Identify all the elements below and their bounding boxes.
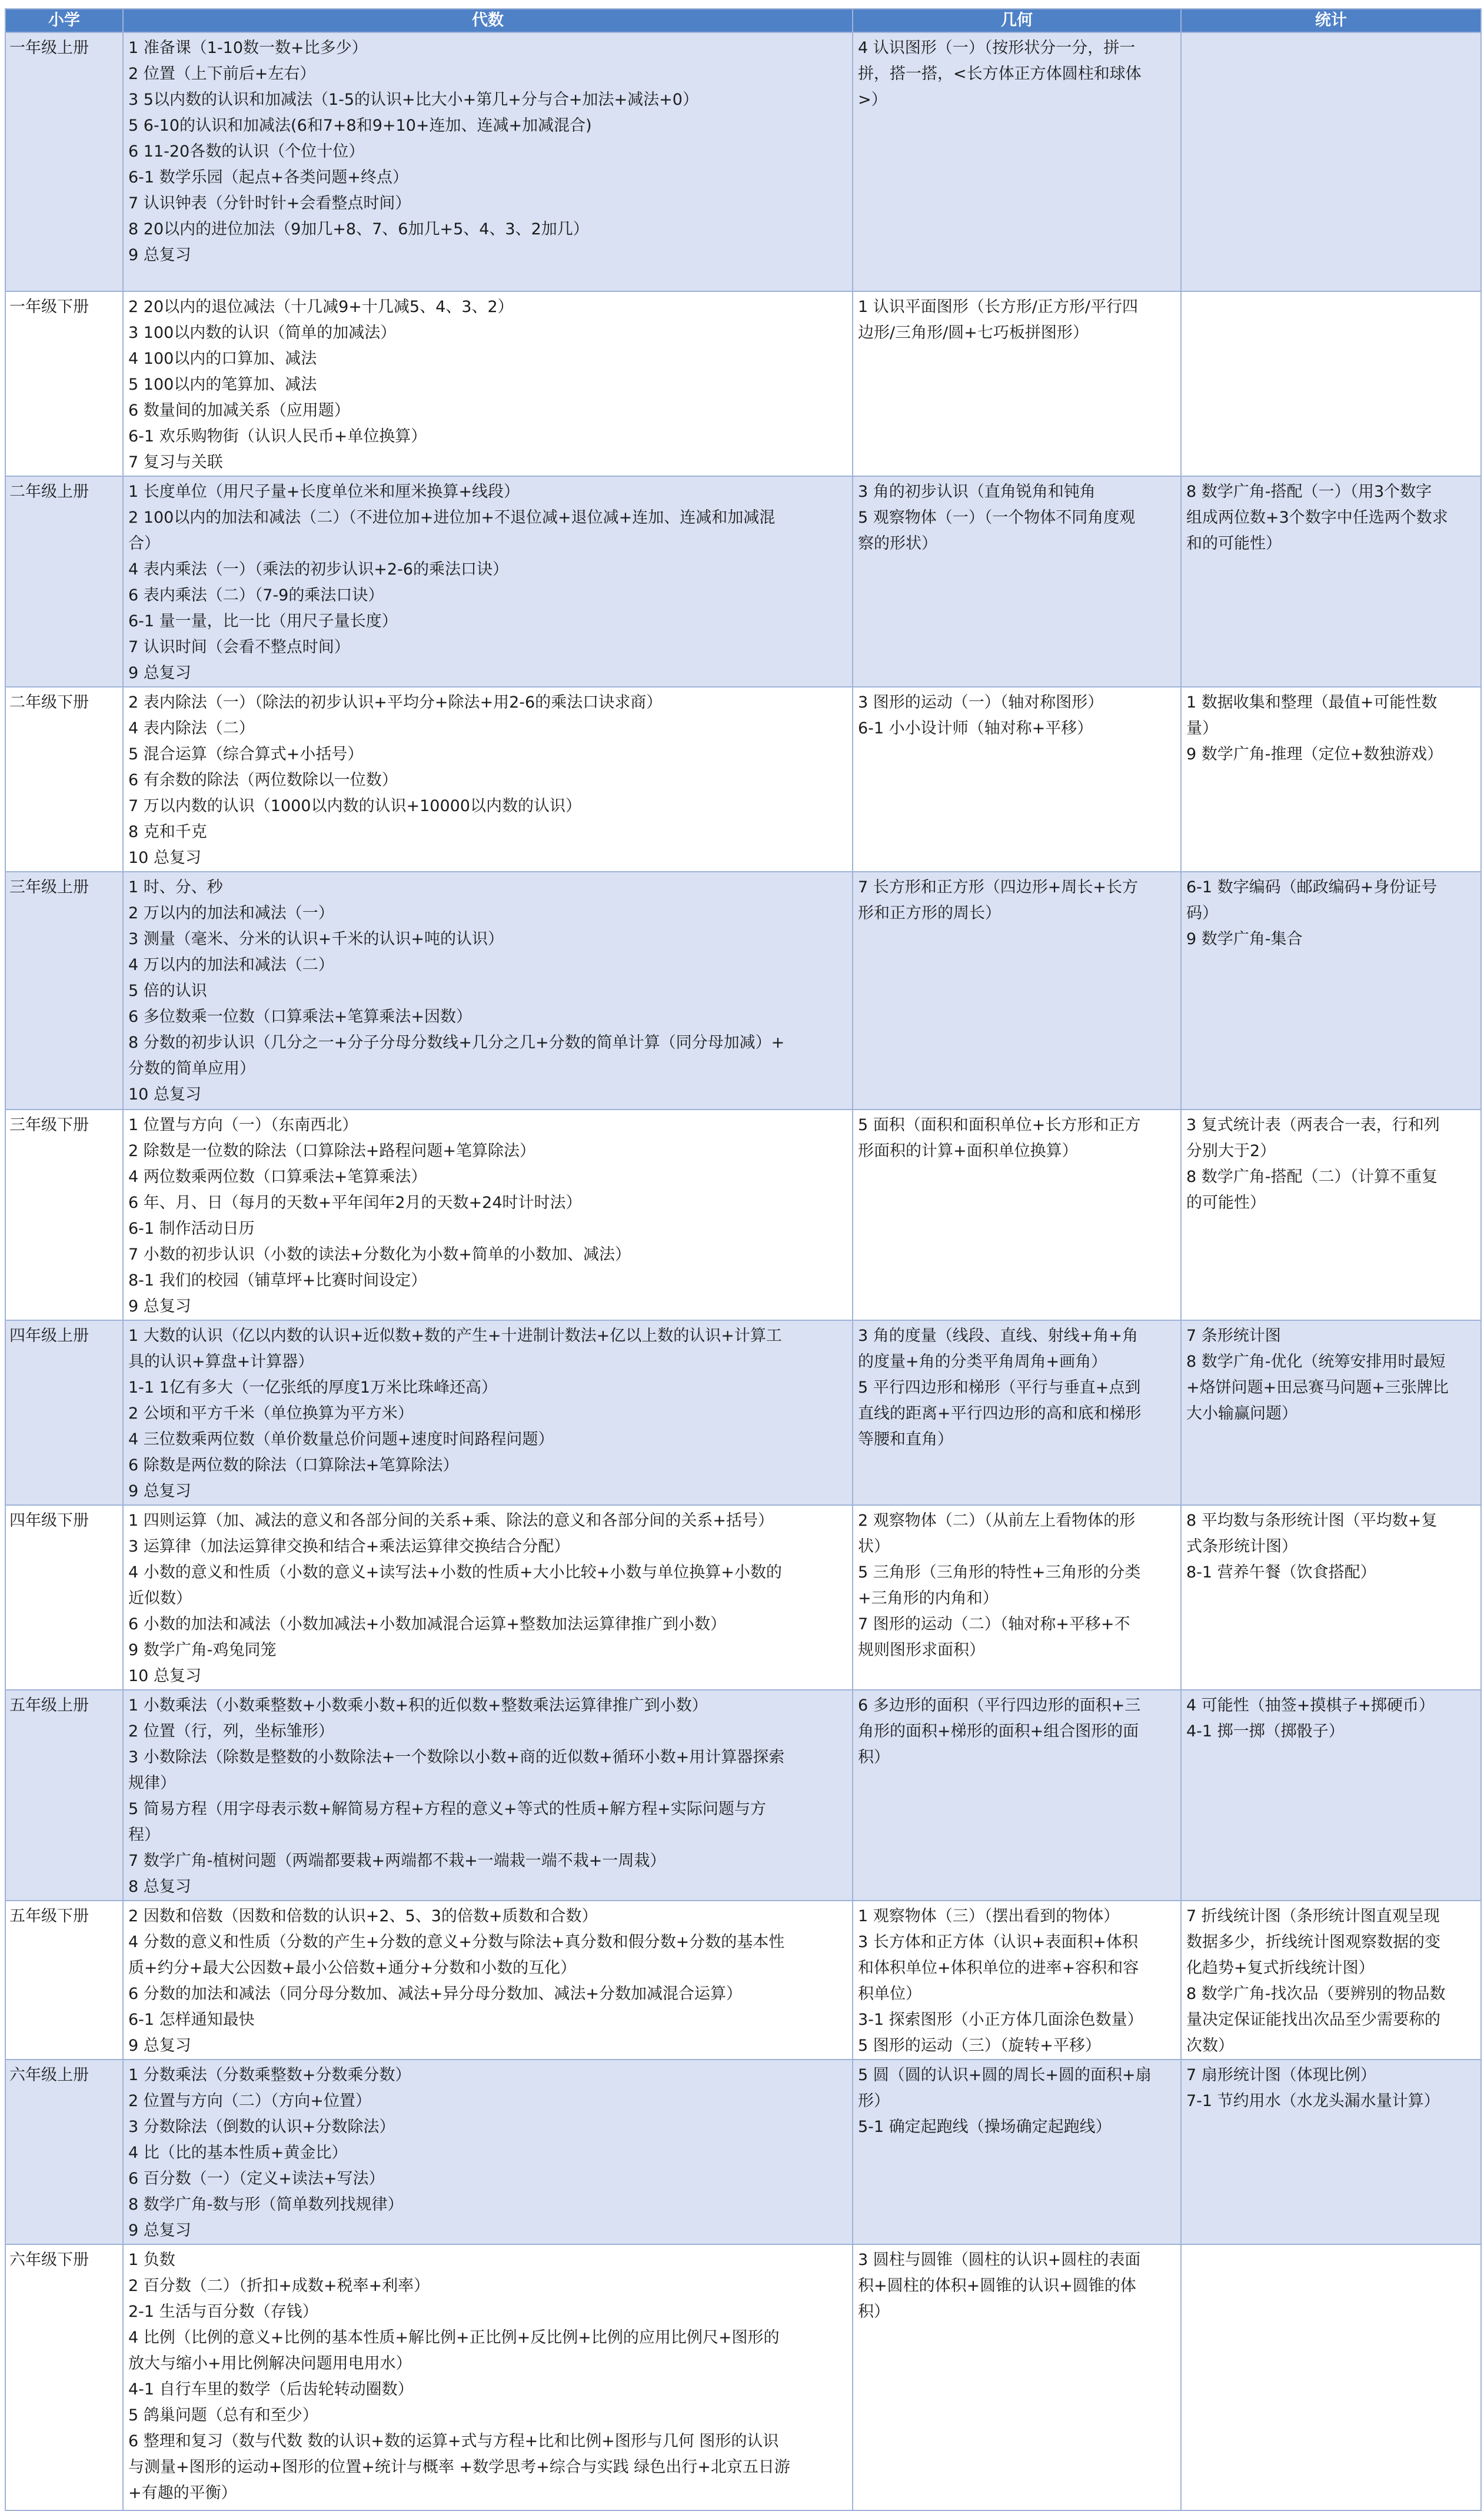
geometry-line: 和体积单位+体积单位的进率+容积和容 — [858, 1959, 1139, 1977]
algebra-line: 放大与缩小+用比例解决问题用电用水） — [128, 2354, 412, 2373]
stats-cell — [1181, 2244, 1481, 2510]
algebra-line: 4 两位数乘两位数（口算乘法+笔算乘法） — [128, 1168, 427, 1186]
algebra-line: 6-1 量一量，比一比（用尺子量长度） — [128, 612, 398, 630]
algebra-line: 2 表内除法（一）（除法的初步认识+平均分+除法+用2-6的乘法口诀求商） — [128, 693, 663, 712]
algebra-line: 7 认识时间（会看不整点时间） — [128, 638, 350, 656]
stats-line: 式条形统计图） — [1186, 1537, 1297, 1556]
algebra-line: 8 数学广角-数与形（简单数列找规律） — [128, 2196, 404, 2214]
algebra-cell — [123, 1320, 853, 1505]
algebra-line: 4 三位数乘两位数（单价数量总价问题+速度时间路程问题） — [128, 1430, 554, 1449]
algebra-line: 2 因数和倍数（因数和倍数的认识+2、5、3的倍数+质数和合数） — [128, 1907, 598, 1925]
geometry-line: 3 角的度量（线段、直线、射线+角+角 — [858, 1327, 1139, 1345]
geometry-line: 直线的距离+平行四边形的高和底和梯形 — [858, 1404, 1142, 1423]
algebra-line: 程） — [128, 1826, 160, 1844]
stats-line: 和的可能性） — [1186, 534, 1282, 553]
stats-line: 7 折线统计图（条形统计图直观呈现 — [1186, 1907, 1440, 1925]
geometry-line: 等腰和直角） — [858, 1430, 953, 1449]
geometry-line: 形和正方形的周长） — [858, 904, 1001, 922]
geometry-line: 4 认识图形（一）（按形状分一分，拼一 — [858, 39, 1136, 57]
grade-cell: 三年级下册 — [5, 1110, 123, 1320]
grade-cell: 四年级上册 — [5, 1320, 123, 1505]
header-algebra: 代数 — [123, 9, 853, 32]
algebra-line: 2 万以内的加法和减法（一） — [128, 904, 334, 922]
algebra-line: 分数的简单应用） — [128, 1059, 255, 1078]
stats-line: +烙饼问题+田忌赛马问题+三张牌比 — [1186, 1379, 1449, 1397]
algebra-line: 1 位置与方向（一）（东南西北） — [128, 1116, 358, 1134]
geometry-line: 5 面积（面积和面积单位+长方形和正方 — [858, 1116, 1141, 1134]
algebra-line: 2 100以内的加法和减法（二）（不进位加+进位加+不退位减+退位减+连加、连减和加减混 — [128, 509, 776, 527]
algebra-cell — [123, 872, 853, 1110]
table-row — [5, 2244, 1481, 2510]
algebra-line: 3 小数除法（除数是整数的小数除法+一个数除以小数+商的近似数+循环小数+用计算器探索 — [128, 1748, 785, 1766]
algebra-cell — [123, 32, 853, 291]
algebra-line: 9 总复习 — [128, 2037, 191, 2055]
geometry-line: 积+圆柱的体积+圆锥的认识+圆锥的体 — [858, 2277, 1136, 2295]
algebra-line: 6 表内乘法（二）（7-9的乘法口诀） — [128, 586, 384, 604]
stats-line: 3 复式统计表（两表合一表，行和列 — [1186, 1116, 1440, 1134]
algebra-line: 6-1 欢乐购物街（认识人民币+单位换算） — [128, 427, 427, 446]
algebra-line: 7 万以内数的认识（1000以内数的认识+10000以内数的认识） — [128, 797, 581, 815]
grade-cell: 三年级上册 — [5, 872, 123, 1110]
algebra-line: 6 有余数的除法（两位数除以一位数） — [128, 771, 398, 789]
algebra-line: 10 总复习 — [128, 1085, 201, 1104]
stats-cell — [1181, 291, 1481, 476]
geometry-cell — [853, 687, 1181, 872]
stats-line: 8 数学广角-搭配（一）（用3个数字 — [1186, 483, 1432, 501]
algebra-line: 2-1 生活与百分数（存钱） — [128, 2303, 318, 2321]
algebra-line: 4 表内乘法（一）（乘法的初步认识+2-6的乘法口诀） — [128, 560, 508, 579]
geometry-cell — [853, 1505, 1181, 1690]
algebra-line: 3 分数除法（倒数的认识+分数除法） — [128, 2118, 395, 2136]
algebra-line: 2 公顷和平方千米（单位换算为平方米） — [128, 1404, 414, 1423]
geometry-line: 6-1 小小设计师（轴对称+平移） — [858, 719, 1093, 738]
algebra-line: 7 复习与关联 — [128, 453, 223, 471]
geometry-line: 1 认识平面图形（长方形/正方形/平行四 — [858, 298, 1138, 316]
table-row — [5, 1505, 1481, 1690]
algebra-cell — [123, 2244, 853, 2510]
algebra-line: 4 比（比的基本性质+黄金比） — [128, 2144, 348, 2162]
algebra-line: 5 6-10的认识和加减法(6和7+8和9+10+连加、连减+加减混合) — [128, 117, 592, 135]
stats-line: 量） — [1186, 719, 1218, 738]
geometry-line: 3 长方体和正方体（认识+表面积+体积 — [858, 1933, 1139, 1951]
grade-cell: 四年级下册 — [5, 1505, 123, 1690]
stats-cell — [1181, 32, 1481, 291]
grade-cell: 五年级上册 — [5, 1690, 123, 1901]
algebra-line: 4 万以内的加法和减法（二） — [128, 956, 334, 974]
algebra-line: 1 四则运算（加、减法的意义和各部分间的关系+乘、除法的意义和各部分间的关系+括号） — [128, 1512, 774, 1530]
algebra-line: 5 鸽巢问题（总有和至少） — [128, 2406, 318, 2424]
stats-cell — [1181, 1320, 1481, 1505]
grade-cell: 六年级下册 — [5, 2244, 123, 2510]
stats-cell — [1181, 1505, 1481, 1690]
stats-line: 码） — [1186, 904, 1218, 922]
algebra-line: 3 100以内数的认识（简单的加减法） — [128, 324, 397, 342]
curriculum-table — [5, 8, 1482, 2511]
geometry-line: 5 圆（圆的认识+圆的周长+圆的面积+扇 — [858, 2066, 1152, 2084]
algebra-cell — [123, 1110, 853, 1320]
stats-line: 组成两位数+3个数字中任选两个数求 — [1186, 509, 1448, 527]
algebra-line: 4 比例（比例的意义+比例的基本性质+解比例+正比例+反比例+比例的应用比例尺+图形的 — [128, 2329, 780, 2347]
geometry-line: 形） — [858, 2092, 890, 2110]
algebra-cell — [123, 1690, 853, 1901]
algebra-line: 2 百分数（二）（折扣+成数+税率+利率） — [128, 2277, 430, 2295]
algebra-line: 9 总复习 — [128, 2221, 191, 2240]
algebra-line: 5 混合运算（综合算式+小括号） — [128, 745, 364, 763]
geometry-cell — [853, 872, 1181, 1110]
algebra-line: 1-1 1亿有多大（一亿张纸的厚度1万米比珠峰还高） — [128, 1379, 498, 1397]
algebra-line: 近似数） — [128, 1589, 192, 1607]
algebra-line: 3 测量（毫米、分米的认识+千米的认识+吨的认识） — [128, 930, 504, 948]
header-grade: 小学 — [5, 9, 123, 32]
algebra-line: 4-1 自行车里的数学（后齿轮转动圈数） — [128, 2380, 414, 2399]
algebra-line: 6 小数的加法和减法（小数加减法+小数加减混合运算+整数加法运算律推广到小数） — [128, 1615, 727, 1633]
grade-cell: 五年级下册 — [5, 1901, 123, 2060]
algebra-line: 8-1 我们的校园（铺草坪+比赛时间设定） — [128, 1271, 427, 1290]
algebra-line: 10 总复习 — [128, 849, 201, 867]
stats-line: 8 数学广角-搭配（二）（计算不重复 — [1186, 1168, 1438, 1186]
algebra-line: 4 分数的意义和性质（分数的产生+分数的意义+分数与除法+真分数和假分数+分数的基本性 — [128, 1933, 785, 1951]
algebra-line: 4 表内除法（二） — [128, 719, 255, 738]
table-row — [5, 1110, 1481, 1320]
geometry-line: 积） — [858, 1748, 890, 1766]
algebra-cell — [123, 291, 853, 476]
grade-cell: 六年级上册 — [5, 2060, 123, 2244]
stats-line: 8 数学广角-优化（统筹安排用时最短 — [1186, 1353, 1446, 1371]
algebra-line: +有趣的平衡） — [128, 2484, 237, 2502]
algebra-line: 6 年、月、日（每月的天数+平年闰年2月的天数+24时计时法） — [128, 1194, 582, 1212]
geometry-line: 7 长方形和正方形（四边形+周长+长方 — [858, 878, 1139, 896]
geometry-cell — [853, 291, 1181, 476]
table-row — [5, 476, 1481, 687]
geometry-line: 5-1 确定起跑线（操场确定起跑线） — [858, 2118, 1112, 2136]
algebra-line: 9 总复习 — [128, 1482, 191, 1500]
geometry-cell — [853, 476, 1181, 687]
geometry-line: 7 图形的运动（二）（轴对称+平移+不 — [858, 1615, 1130, 1633]
stats-line: 7-1 节约用水（水龙头漏水量计算） — [1186, 2092, 1440, 2110]
stats-line: 7 条形统计图 — [1186, 1327, 1281, 1345]
table-row — [5, 1320, 1481, 1505]
algebra-line: 3 5以内数的认识和加减法（1-5的认识+比大小+第几+分与合+加法+减法+0） — [128, 91, 698, 109]
table-row — [5, 1901, 1481, 2060]
algebra-line: 8 克和千克 — [128, 823, 207, 841]
header-geometry: 几何 — [853, 9, 1181, 32]
geometry-cell — [853, 1690, 1181, 1901]
geometry-line: +三角形的内角和） — [858, 1589, 999, 1607]
grade-cell: 一年级上册 — [5, 32, 123, 291]
algebra-line: 6 数量间的加减关系（应用题） — [128, 401, 350, 420]
stats-line: 4 可能性（抽签+摸棋子+掷硬币） — [1186, 1696, 1435, 1715]
stats-line: 1 数据收集和整理（最值+可能性数 — [1186, 693, 1438, 712]
geometry-line: 角形的面积+梯形的面积+组合图形的面 — [858, 1722, 1139, 1741]
stats-line: 数据多少，折线统计图观察数据的变 — [1186, 1933, 1440, 1951]
table-row — [5, 2060, 1481, 2244]
algebra-cell — [123, 1505, 853, 1690]
algebra-line: 8 20以内的进位加法（9加几+8、7、6加几+5、4、3、2加几） — [128, 220, 589, 238]
stats-cell — [1181, 476, 1481, 687]
geometry-line: 3 角的初步认识（直角锐角和钝角 — [858, 483, 1096, 501]
algebra-line: 10 总复习 — [128, 1667, 201, 1685]
grade-cell: 二年级下册 — [5, 687, 123, 872]
geometry-line: 6 多边形的面积（平行四边形的面积+三 — [858, 1696, 1141, 1715]
geometry-cell — [853, 1110, 1181, 1320]
table-row — [5, 872, 1481, 1110]
algebra-line: 8 分数的初步认识（几分之一+分子分母分数线+几分之几+分数的简单计算（同分母加减）+ — [128, 1034, 785, 1052]
stats-line: 大小输赢问题） — [1186, 1404, 1297, 1423]
geometry-line: 1 观察物体（三）（摆出看到的物体） — [858, 1907, 1120, 1925]
stats-line: 次数） — [1186, 2037, 1234, 2055]
stats-line: 4-1 掷一掷（掷骰子） — [1186, 1722, 1345, 1741]
stats-cell — [1181, 687, 1481, 872]
algebra-line: 1 准备课（1-10数一数+比多少） — [128, 39, 368, 57]
stats-line: 8 数学广角-找次品（要辨别的物品数 — [1186, 1985, 1446, 2003]
geometry-line: 形面积的计算+面积单位换算） — [858, 1142, 1078, 1160]
algebra-line: 6-1 怎样通知最快 — [128, 2011, 255, 2029]
algebra-line: 9 总复习 — [128, 664, 191, 682]
algebra-line: 与测量+图形的运动+图形的位置+统计与概率 +数学思考+综合与实践 绿色出行+北京五日游 — [128, 2458, 790, 2476]
stats-line: 化趋势+复式折线统计图） — [1186, 1959, 1375, 1977]
algebra-line: 1 小数乘法（小数乘整数+小数乘小数+积的近似数+整数乘法运算律推广到小数） — [128, 1696, 708, 1715]
algebra-line: 5 简易方程（用字母表示数+解简易方程+方程的意义+等式的性质+解方程+实际问题与方 — [128, 1800, 766, 1818]
algebra-line: 合） — [128, 534, 160, 553]
algebra-line: 8 总复习 — [128, 1878, 191, 1896]
geometry-line: 积单位） — [858, 1985, 921, 2003]
algebra-line: 4 小数的意义和性质（小数的意义+读写法+小数的性质+大小比较+小数与单位换算+小数的 — [128, 1563, 782, 1582]
grade-cell: 二年级上册 — [5, 476, 123, 687]
geometry-line: 的度量+角的分类平角周角+画角） — [858, 1353, 1107, 1371]
geometry-line: 规则图形求面积） — [858, 1641, 985, 1659]
stats-line: 的可能性） — [1186, 1194, 1266, 1212]
geometry-cell — [853, 1901, 1181, 2060]
geometry-line: 3-1 探索图形（小正方体几面涂色数量） — [858, 2011, 1143, 2029]
algebra-line: 5 100以内的笔算加、减法 — [128, 376, 317, 394]
geometry-cell — [853, 32, 1181, 291]
stats-line: 量决定保证能找出次品至少需要称的 — [1186, 2011, 1440, 2029]
algebra-cell — [123, 687, 853, 872]
geometry-line: 3 圆柱与圆锥（圆柱的认识+圆柱的表面 — [858, 2251, 1141, 2269]
algebra-line: 2 20以内的退位减法（十几减9+十几减5、4、3、2） — [128, 298, 514, 316]
stats-line: 8 平均数与条形统计图（平均数+复 — [1186, 1512, 1438, 1530]
geometry-cell — [853, 2060, 1181, 2244]
algebra-line: 2 位置（上下前后+左右） — [128, 65, 316, 83]
algebra-line: 9 总复习 — [128, 1297, 191, 1316]
algebra-line: 6 分数的加法和减法（同分母分数加、减法+异分母分数加、减法+分数加减混合运算） — [128, 1985, 743, 2003]
algebra-line: 6 多位数乘一位数（口算乘法+笔算乘法+因数） — [128, 1008, 473, 1026]
algebra-line: 7 小数的初步认识（小数的读法+分数化为小数+简单的小数加、减法） — [128, 1245, 631, 1264]
algebra-line: 1 分数乘法（分数乘整数+分数乘分数） — [128, 2066, 411, 2084]
geometry-line: 5 平行四边形和梯形（平行与垂直+点到 — [858, 1379, 1141, 1397]
table-row — [5, 687, 1481, 872]
header-stats: 统计 — [1181, 9, 1481, 32]
stats-line: 9 数学广角-推理（定位+数独游戏） — [1186, 745, 1443, 763]
geometry-line: 察的形状） — [858, 534, 937, 553]
grade-cell: 一年级下册 — [5, 291, 123, 476]
algebra-line: 6-1 数学乐园（起点+各类问题+终点） — [128, 168, 408, 187]
algebra-line: 7 数学广角-植树问题（两端都要栽+两端都不栽+一端栽一端不栽+一周栽） — [128, 1852, 666, 1870]
algebra-line: 4 100以内的口算加、减法 — [128, 350, 317, 368]
geometry-line: 2 观察物体（二）（从前左上看物体的形 — [858, 1512, 1136, 1530]
algebra-line: 2 位置与方向（二）（方向+位置） — [128, 2092, 371, 2110]
geometry-line: 积） — [858, 2303, 890, 2321]
stats-cell — [1181, 2060, 1481, 2244]
geometry-line: 3 图形的运动（一）（轴对称图形） — [858, 693, 1104, 712]
table-row — [5, 291, 1481, 476]
algebra-line: 6 整理和复习（数与代数 数的认识+数的运算+式与方程+比和比例+图形与几何 图形的认识 — [128, 2432, 779, 2450]
geometry-line: 5 三角形（三角形的特性+三角形的分类 — [858, 1563, 1141, 1582]
table-row — [5, 1690, 1481, 1901]
stats-cell — [1181, 1110, 1481, 1320]
algebra-line: 9 总复习 — [128, 246, 191, 264]
algebra-line: 7 认识钟表（分针时针+会看整点时间） — [128, 194, 411, 212]
algebra-line: 1 长度单位（用尺子量+长度单位米和厘米换算+线段） — [128, 483, 520, 501]
algebra-line: 具的认识+算盘+计算器） — [128, 1353, 314, 1371]
geometry-line: 拼，搭一搭，<长方体正方体圆柱和球体 — [858, 65, 1142, 83]
geometry-line: 状） — [858, 1537, 890, 1556]
table-body — [5, 32, 1481, 2510]
algebra-line: 6 百分数（一）（定义+读法+写法） — [128, 2170, 385, 2188]
algebra-line: 6 除数是两位数的除法（口算除法+笔算除法） — [128, 1456, 459, 1474]
algebra-line: 1 负数 — [128, 2251, 175, 2269]
algebra-line: 质+约分+最大公因数+最小公倍数+通分+分数和小数的互化） — [128, 1959, 577, 1977]
algebra-line: 3 运算律（加法运算律交换和结合+乘法运算律交换结合分配） — [128, 1537, 570, 1556]
algebra-line: 1 大数的认识（亿以内数的认识+近似数+数的产生+十进制计数法+亿以上数的认识+计算工 — [128, 1327, 782, 1345]
geometry-line: 边形/三角形/圆+七巧板拼图形） — [858, 324, 1089, 342]
algebra-line: 2 除数是一位数的除法（口算除法+路程问题+笔算除法） — [128, 1142, 536, 1160]
geometry-line: 5 观察物体（一）（一个物体不同角度观 — [858, 509, 1136, 527]
algebra-line: 5 倍的认识 — [128, 982, 207, 1000]
algebra-cell — [123, 2060, 853, 2244]
stats-line: 8-1 营养午餐（饮食搭配） — [1186, 1563, 1376, 1582]
geometry-line: 5 图形的运动（三）（旋转+平移） — [858, 2037, 1101, 2055]
algebra-line: 9 数学广角-鸡兔同笼 — [128, 1641, 277, 1659]
header-row — [5, 9, 1481, 32]
stats-line: 9 数学广角-集合 — [1186, 930, 1303, 948]
algebra-line: 6-1 制作活动日历 — [128, 1220, 255, 1238]
algebra-line: 1 时、分、秒 — [128, 878, 223, 896]
algebra-line: 2 位置（行，列，坐标雏形） — [128, 1722, 334, 1741]
stats-line: 6-1 数字编码（邮政编码+身份证号 — [1186, 878, 1438, 896]
geometry-cell — [853, 1320, 1181, 1505]
stats-cell — [1181, 1690, 1481, 1901]
algebra-line: 规律） — [128, 1774, 176, 1792]
stats-line: 7 扇形统计图（体现比例） — [1186, 2066, 1376, 2084]
geometry-cell — [853, 2244, 1181, 2510]
stats-line: 分别大于2） — [1186, 1142, 1276, 1160]
geometry-line: >） — [858, 91, 887, 109]
stats-cell — [1181, 1901, 1481, 2060]
table-row — [5, 32, 1481, 291]
algebra-cell — [123, 476, 853, 687]
stats-cell — [1181, 872, 1481, 1110]
algebra-line: 6 11-20各数的认识（个位十位） — [128, 142, 365, 161]
algebra-cell — [123, 1901, 853, 2060]
